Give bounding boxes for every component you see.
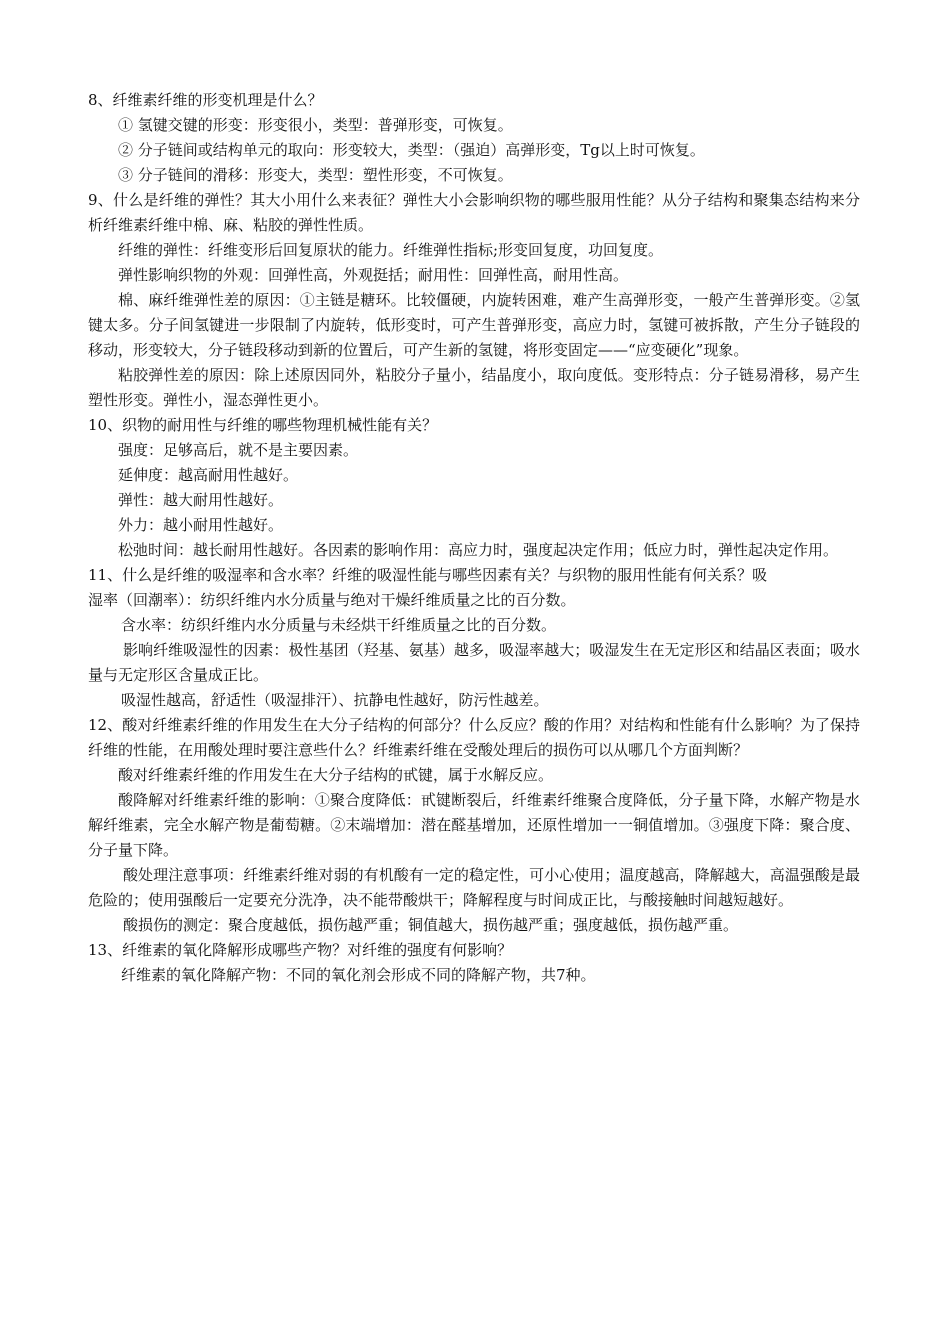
question-9-answer-cotton-linen: 棉、麻纤维弹性差的原因：①主链是糖环。比较僵硬，内旋转困难，难产生高弹形变，一般产生普弹形变。②氢键太多。分子间氢键进一步限制了内旋转，低形变时，可产生普弹形变，高应力时，氢键可被拆散，产生分子链段的移动，形变较大，分子链段移动到新的位置后，可产生新的氢键，将形变固定——“应变硬化”现象。 — [88, 291, 860, 359]
document-body — [88, 88, 860, 988]
question-12-title: 12、酸对纤维素纤维的作用发生在大分子结构的何部分？什么反应？酸的作用？对结构和性能有什么影响？为了保持纤维的性能，在用酸处理时要注意些什么？纤维素纤维在受酸处理后的损伤可以从哪几个方面判断？ — [88, 716, 860, 759]
question-13-title: 13、纤维素的氧化降解形成哪些产物？对纤维的强度有何影响？ — [88, 941, 513, 959]
question-12-answer-site: 酸对纤维素纤维的作用发生在大分子结构的甙键，属于水解反应。 — [118, 766, 554, 784]
question-12-answer-damage-test: 酸损伤的测定：聚合度越低，损伤越严重；铜值越大，损伤越严重；强度越低，损伤越严重。 — [123, 916, 739, 934]
question-8-item-3: ③ 分子链间的滑移：形变大，类型：塑性形变，不可恢复。 — [118, 166, 513, 184]
question-8-item-1: ① 氢键交键的形变：形变很小，类型：普弹形变，可恢复。 — [118, 116, 513, 134]
question-10-item-strength: 强度：足够高后，就不是主要因素。 — [118, 441, 359, 459]
question-11-relationship: 吸湿性越高，舒适性（吸湿排汗）、抗静电性越好，防污性越差。 — [121, 691, 549, 709]
question-12-answer-effects: 酸降解对纤维素纤维的影响：①聚合度降低：甙键断裂后，纤维素纤维聚合度降低，分子量下降，水解产物是水解纤维素，完全水解产物是葡萄糖。②末端增加：潜在醛基增加，还原性增加一一铜值增加。③强度下降：聚合度、分子量下降。 — [88, 791, 860, 859]
question-8-title: 8、纤维素纤维的形变机理是什么？ — [88, 91, 323, 109]
question-11-factors: 影响纤维吸湿性的因素：极性基团（羟基、氨基）越多，吸湿率越大；吸湿发生在无定形区和结晶区表面；吸水量与无定形区含量成正比。 — [88, 641, 860, 684]
question-8-item-2: ② 分子链间或结构单元的取向：形变较大，类型：（强迫）高弹形变，Tg以上时可恢复。 — [118, 141, 705, 159]
question-13-answer: 纤维素的氧化降解产物：不同的氧化剂会形成不同的降解产物，共7种。 — [121, 966, 596, 984]
question-11-water-content: 含水率：纺织纤维内水分质量与未经烘干纤维质量之比的百分数。 — [121, 616, 557, 634]
question-11-title: 11、什么是纤维的吸湿率和含水率？纤维的吸湿性能与哪些因素有关？与织物的服用性能有何关系？吸 — [88, 566, 768, 584]
question-9-answer-appearance: 弹性影响织物的外观：回弹性高，外观挺括；耐用性：回弹性高，耐用性高。 — [118, 266, 629, 284]
question-10-title: 10、织物的耐用性与纤维的哪些物理机械性能有关？ — [88, 416, 438, 434]
question-9-answer-elasticity: 纤维的弹性：纤维变形后回复原状的能力。纤维弹性指标;形变回复度，功回复度。 — [118, 241, 664, 259]
question-10-item-elasticity: 弹性：越大耐用性越好。 — [118, 491, 284, 509]
question-10-item-relaxation: 松弛时间：越长耐用性越好。各因素的影响作用：高应力时，强度起决定作用；低应力时，弹性起决定作用。 — [118, 541, 839, 559]
question-9-title: 9、什么是纤维的弹性？其大小用什么来表征？弹性大小会影响织物的哪些服用性能？从分子结构和聚集态结构来分析纤维素纤维中棉、麻、粘胶的弹性性质。 — [88, 191, 860, 234]
question-9-answer-viscose: 粘胶弹性差的原因：除上述原因同外，粘胶分子量小，结晶度小，取向度低。变形特点：分子链易滑移，易产生塑性形变。弹性小，湿态弹性更小。 — [88, 366, 860, 409]
question-12-answer-precautions: 酸处理注意事项：纤维素纤维对弱的有机酸有一定的稳定性，可小心使用；温度越高，降解越大，高温强酸是最危险的；使用强酸后一定要充分洗净，决不能带酸烘干；降解程度与时间成正比，与酸接触时间越短越好。 — [88, 866, 860, 909]
question-11-moisture-regain: 湿率（回潮率）：纺织纤维内水分质量与绝对干燥纤维质量之比的百分数。 — [88, 591, 576, 609]
question-10-item-force: 外力：越小耐用性越好。 — [118, 516, 284, 534]
question-10-item-elongation: 延伸度：越高耐用性越好。 — [118, 466, 299, 484]
